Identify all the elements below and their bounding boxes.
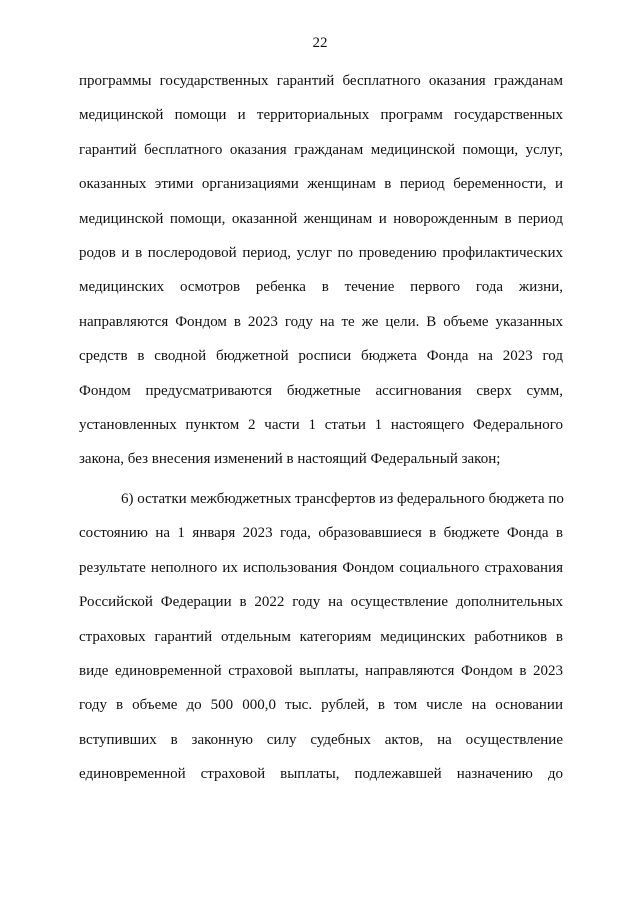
- text-line: результате неполного их использования Фондом социального страхования: [79, 559, 563, 576]
- text-line: страховых гарантий отдельным категориям медицинских работников в: [79, 628, 563, 645]
- text-line: виде единовременной страховой выплаты, направляются Фондом в 2023: [79, 662, 563, 679]
- text-line: программы государственных гарантий бесплатного оказания гражданам: [79, 73, 563, 89]
- text-line: родов и в послеродовой период, услуг по проведению профилактических: [79, 244, 563, 261]
- text-line: направляются Фондом в 2023 году на те же цели. В объеме указанных: [79, 313, 563, 330]
- text-line: средств в сводной бюджетной росписи бюджета Фонда на 2023 год: [79, 348, 563, 365]
- text-line: медицинской помощи, оказанной женщинам и новорожденным в период: [79, 210, 563, 227]
- text-line: медицинской помощи и территориальных программ государственных: [79, 107, 563, 124]
- text-line: 6) остатки межбюджетных трансфертов из федерального бюджета по: [121, 491, 564, 507]
- text-line: единовременной страховой выплаты, подлежавшей назначению до: [79, 766, 563, 783]
- text-line: Российской Федерации в 2022 году на осуществление дополнительных: [79, 594, 563, 611]
- text-line: вступивших в законную силу судебных актов, на осуществление: [79, 731, 563, 748]
- paragraph-item-6: [79, 488, 563, 785]
- paragraph-continuation: [79, 70, 563, 470]
- text-line: медицинских осмотров ребенка в течение первого года жизни,: [79, 279, 563, 296]
- text-line: состоянию на 1 января 2023 года, образовавшиеся в бюджете Фонда в: [79, 525, 563, 542]
- text-line: установленных пунктом 2 части 1 статьи 1 настоящего Федерального: [79, 416, 563, 433]
- page-number: 22: [312, 35, 328, 51]
- text-line: гарантий бесплатного оказания гражданам медицинской помощи, услуг,: [79, 141, 563, 158]
- text-line: году в объеме до 500 000,0 тыс. рублей, в том числе на основании: [79, 697, 563, 714]
- text-line: Фондом предусматриваются бюджетные ассигнования сверх сумм,: [79, 382, 563, 399]
- text-line: оказанных этими организациями женщинам в период беременности, и: [79, 176, 563, 193]
- text-line: закона, без внесения изменений в настоящий Федеральный закон;: [79, 451, 501, 468]
